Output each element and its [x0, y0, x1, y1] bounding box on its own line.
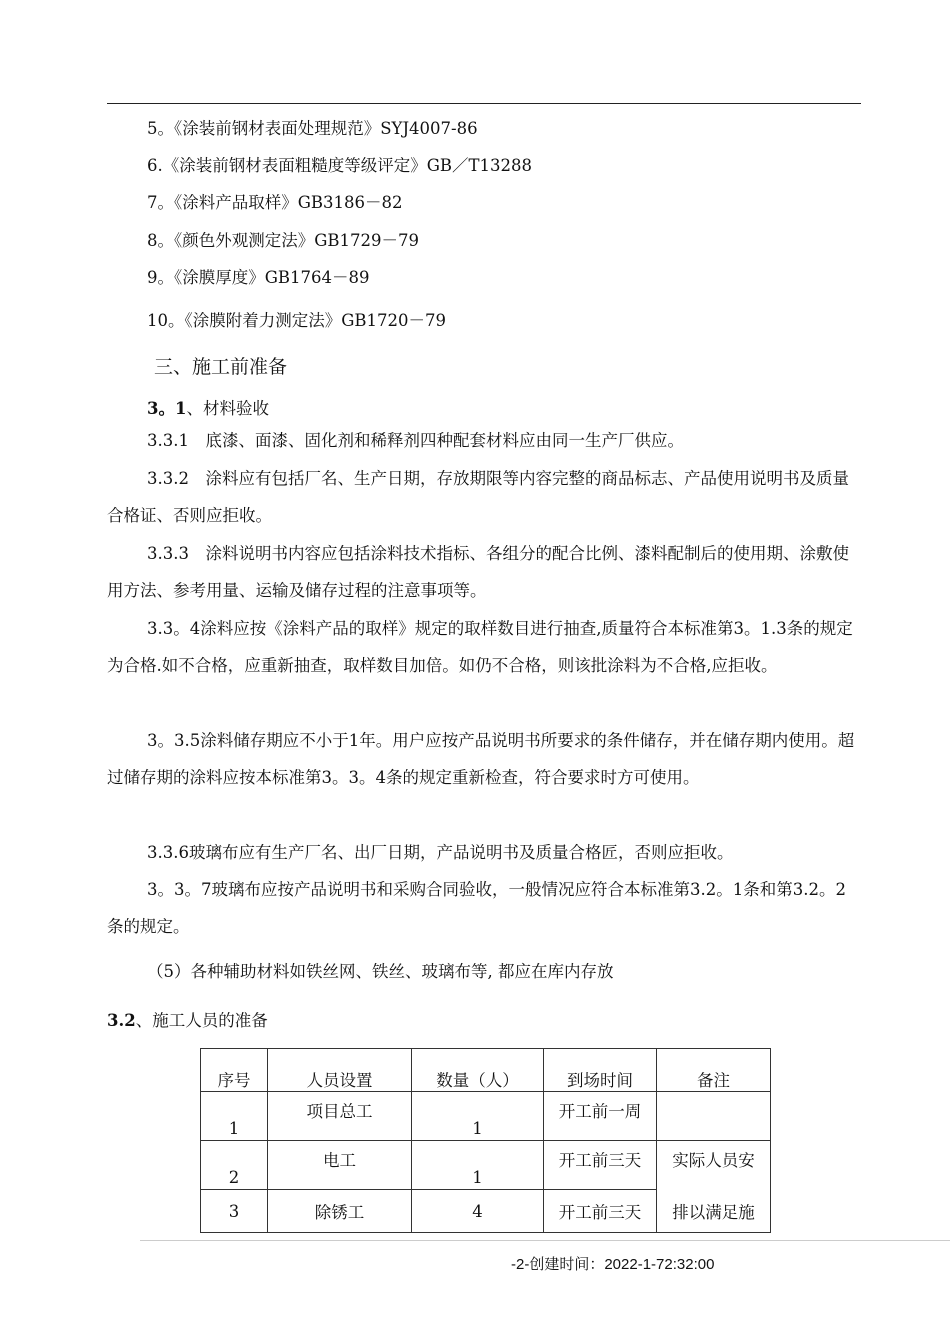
table-cell: 项目总工 — [268, 1092, 412, 1141]
note-item: （5）各种辅助材料如铁丝网、铁丝、玻璃布等, 都应在库内存放 — [147, 962, 614, 981]
header-cell: 数量（人） — [412, 1049, 544, 1092]
header-cell: 到场时间 — [544, 1049, 657, 1092]
table-cell: 2 — [201, 1141, 268, 1190]
page-footer: -2-创建时间：2022-1-72:32:00 — [511, 1256, 715, 1273]
reference-item: 7。《涂料产品取样》GB3186－82 — [147, 193, 403, 212]
table-cell: 3 — [201, 1190, 268, 1233]
staff-table — [200, 1048, 771, 1233]
reference-item: 6.《涂装前钢材表面粗糙度等级评定》GB／T13288 — [147, 156, 533, 175]
reference-item: 5。《涂装前钢材表面处理规范》SYJ4007-86 — [147, 119, 478, 138]
paragraph: 3.3.2 涂料应有包括厂名、生产日期，存放期限等内容完整的商品标志、产品使用说明书及质量合格证、否则应拒收。 — [107, 469, 849, 525]
table-row — [201, 1141, 771, 1190]
reference-item: 9。《涂膜厚度》GB1764－89 — [147, 268, 370, 287]
header-cell: 人员设置 — [268, 1049, 412, 1092]
table-row — [201, 1092, 771, 1141]
table-cell: 开工前三天 — [544, 1190, 657, 1233]
reference-item: 10。《涂膜附着力测定法》GB1720－79 — [147, 311, 447, 330]
paragraph: 3.3.6玻璃布应有生产厂名、出厂日期，产品说明书及质量合格匠，否则应拒收。 — [147, 843, 734, 862]
subsection-number: 3。1 — [147, 399, 187, 418]
subsection-heading — [107, 1011, 268, 1031]
subsection-number: 3.2 — [107, 1011, 136, 1030]
reference-item: 8。《颜色外观测定法》GB1729－79 — [147, 231, 420, 250]
table-row — [201, 1190, 771, 1233]
table-cell: 4 — [412, 1190, 544, 1233]
table-cell: 排以满足施 — [657, 1190, 771, 1233]
subsection-title: 、材料验收 — [186, 399, 269, 418]
table-cell: 1 — [412, 1092, 544, 1141]
header-rule — [107, 103, 861, 104]
table-cell: 实际人员安 — [657, 1141, 771, 1190]
table-cell — [657, 1092, 771, 1141]
subsection-heading — [147, 399, 269, 419]
paragraph: 3。3。7玻璃布应按产品说明书和采购合同验收，一般情况应符合本标准第3.2。1条和第3.2。2条的规定。 — [107, 880, 846, 936]
paragraph: 3.3.3 涂料说明书内容应包括涂料技术指标、各组分的配合比例、漆料配制后的使用期、涂敷使用方法、参考用量、运输及储存过程的注意事项等。 — [107, 544, 849, 600]
table-cell: 除锈工 — [268, 1190, 412, 1233]
header-cell: 序号 — [201, 1049, 268, 1092]
section-heading: 三、施工前准备 — [154, 356, 288, 378]
table-cell: 1 — [201, 1092, 268, 1141]
table-cell: 电工 — [268, 1141, 412, 1190]
subsection-title: 、施工人员的准备 — [135, 1011, 268, 1030]
table-cell: 开工前一周 — [544, 1092, 657, 1141]
paragraph: 3.3。4涂料应按《涂料产品的取样》规定的取样数目进行抽查,质量符合本标准第3。1.3条的规定为合格.如不合格，应重新抽查，取样数目加倍。如仍不合格，则该批涂料为不合格,应拒收。 — [107, 619, 853, 675]
table-cell: 1 — [412, 1141, 544, 1190]
header-cell: 备注 — [657, 1049, 771, 1092]
paragraph: 3。3.5涂料储存期应不小于1年。用户应按产品说明书所要求的条件储存，并在储存期内使用。超过储存期的涂料应按本标准第3。3。4条的规定重新检查，符合要求时方可使用。 — [107, 731, 855, 787]
table-cell: 开工前三天 — [544, 1141, 657, 1190]
table-header-row — [201, 1049, 771, 1092]
footer-rule — [140, 1240, 950, 1241]
paragraph: 3.3.1 底漆、面漆、固化剂和稀释剂四种配套材料应由同一生产厂供应。 — [147, 431, 684, 450]
